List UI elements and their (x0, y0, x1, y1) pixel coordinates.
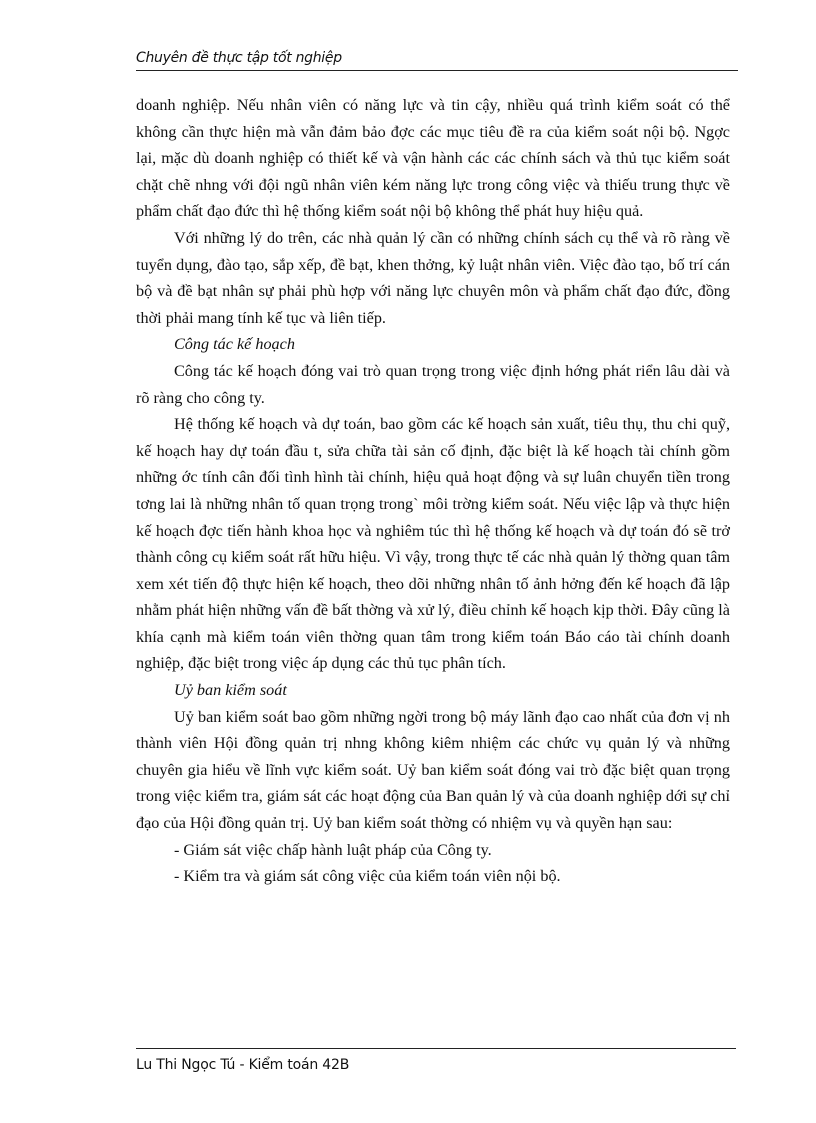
page-header-title: Chuyên đề thực tập tốt nghiệp (136, 50, 342, 66)
paragraph-1: doanh nghiệp. Nếu nhân viên có năng lực và tin cậy, nhiều quá trình kiểm soát có thể không cần thực hiện mà vẫn đảm bảo đợc các mục tiêu đề ra của kiểm soát nội bộ. Ngợc lại, mặc dù doanh nghiệp có thiết kế và vận hành các các chính sách và thủ tục kiểm soát chặt chẽ nhng với đội ngũ nhân viên kém năng lực trong công việc và thiếu trung thực về phẩm chất đạo đức thì hệ thống kiểm soát nội bộ không thể phát huy hiệu quả. (136, 96, 730, 221)
paragraph-2: Với những lý do trên, các nhà quản lý cần có những chính sách cụ thể và rõ ràng về tuyển dụng, đào tạo, sắp xếp, đề bạt, khen thởng, kỷ luật nhân viên. Việc đào tạo, bố trí cán bộ và đề bạt nhân sự phải phù hợp với năng lực chuyên môn và phẩm chất đạo đức, đồng thời phải mang tính kế tục và liên tiếp. (136, 228, 730, 327)
page-footer-author: Lu Thi Ngọc Tú - Kiểm toán 42B (136, 1057, 350, 1073)
paragraph-3: Công tác kế hoạch đóng vai trò quan trọng trong việc định hớng phát riển lâu dài và rõ ràng cho công ty. (136, 361, 730, 407)
bullet-item-2: - Kiểm tra và giám sát công việc của kiểm toán viên nội bộ. (174, 867, 561, 886)
bullet-item-1: - Giám sát việc chấp hành luật pháp của Công ty. (174, 840, 492, 859)
document-body (136, 92, 730, 890)
paragraph-5: Uỷ ban kiểm soát bao gồm những ngời trong bộ máy lãnh đạo cao nhất của đơn vị nh thành viên Hội đồng quản trị nhng không kiêm nhiệm các chức vụ quản lý và những chuyên gia hiểu về lĩnh vực kiểm soát. Uỷ ban kiểm soát đóng vai trò đặc biệt quan trọng trong việc kiểm tra, giám sát các hoạt động của Ban quản lý và của doanh nghiệp dới sự chỉ đạo của Hội đồng quản trị. Uỷ ban kiểm soát thờng có nhiệm vụ và quyền hạn sau: (136, 707, 730, 833)
section-heading-control-committee: Uỷ ban kiểm soát (174, 681, 287, 700)
header-divider (136, 70, 738, 71)
footer-divider (136, 1048, 736, 1049)
section-heading-planning: Công tác kế hoạch (174, 335, 295, 354)
paragraph-4: Hệ thống kế hoạch và dự toán, bao gồm các kế hoạch sản xuất, tiêu thụ, thu chi quỹ, kế hoạch hay dự toán đầu t, sửa chữa tài sản cố định, đặc biệt là kế hoạch tài chính gồm những ớc tính cân đối tình hình tài chính, hiệu quả hoạt động và sự luân chuyển tiền trong tơng lai là những nhân tố quan trọng trong` môi trờng kiểm soát. Nếu việc lập và thực hiện kế hoạch đợc tiến hành khoa học và nghiêm túc thì hệ thống kế hoạch và dự toán đó sẽ trở thành công cụ kiểm soát rất hữu hiệu. Vì vậy, trong thực tế các nhà quản lý thờng quan tâm xem xét tiến độ thực hiện kế hoạch, theo dõi những nhân tố ảnh hởng đến kế hoạch đã lập nhằm phát hiện những vấn đề bất thờng và xử lý, điều chỉnh kế hoạch kịp thời. Đây cũng là khía cạnh mà kiểm toán viên thờng quan tâm trong kiểm toán Báo cáo tài chính doanh nghiệp, đặc biệt trong việc áp dụng các thủ tục phân tích. (136, 415, 730, 673)
